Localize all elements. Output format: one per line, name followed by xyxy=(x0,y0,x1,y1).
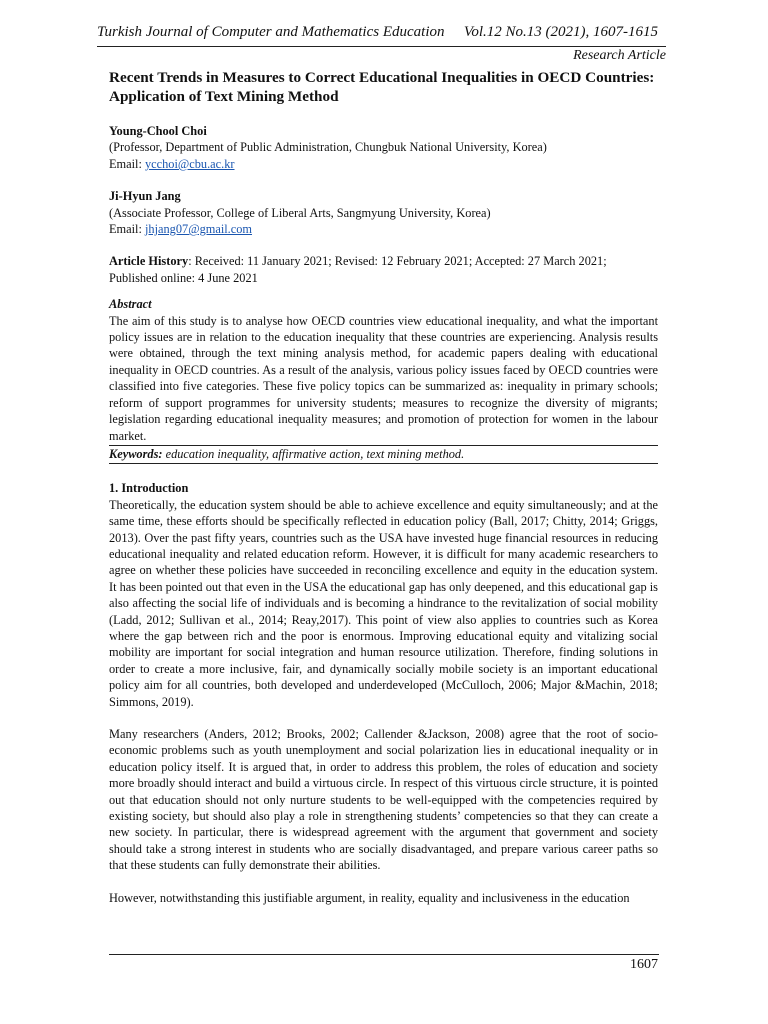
abstract-text: The aim of this study is to analyse how OECD countries view educational inequality, and what the important policy issues are in relation to the education inequality that these countries are experiencing. Analysis results were obtained, through the text mining analysis method, for academic papers dealing with educational inequality in OECD countries. As a result of the analysis, various policy issues faced by OECD countries were classified into five categories. These five policy topics can be summarized as: inequality in primary schools; reform of support programmes for university students; measures to recognize the diversity of migrants; legislation regarding educational inequality measures; and promotion of protection for women in the labour market. xyxy=(109,313,658,443)
article-type: Research Article xyxy=(573,48,666,63)
keywords-rule xyxy=(109,463,658,464)
author-name: Young-Chool Choi xyxy=(109,124,207,138)
section-heading: 1. Introduction xyxy=(109,481,189,496)
keywords-label: Keywords: xyxy=(109,446,163,461)
author-email-line xyxy=(109,156,658,172)
history-text: : Received: 11 January 2021; Revised: 12 February 2021; Accepted: 27 March 2021; Published online: 4 June 2021 xyxy=(109,254,607,285)
journal-name: Turkish Journal of Computer and Mathematics Education xyxy=(97,24,445,40)
email-label: Email: xyxy=(109,222,145,237)
intro-paragraph-3: However, notwithstanding this justifiable argument, in reality, equality and inclusiveness in the education xyxy=(109,890,630,905)
author-email-link[interactable]: ycchoi@cbu.ac.kr xyxy=(145,156,235,171)
page-number: 1607 xyxy=(630,957,658,972)
email-label: Email: xyxy=(109,156,145,171)
author-email-line xyxy=(109,221,658,237)
keywords xyxy=(109,446,658,462)
footer-rule xyxy=(109,954,659,955)
paper-body xyxy=(109,68,658,922)
journal-volume: Vol.12 No.13 (2021), 1607-1615 xyxy=(463,24,658,40)
header-rule xyxy=(97,46,666,47)
history-label: Article History xyxy=(109,254,189,269)
paper-title: Recent Trends in Measures to Correct Educational Inequalities in OECD Countries: Application of Text Mining Method xyxy=(109,69,655,105)
author-affiliation: (Associate Professor, College of Liberal Arts, Sangmyung University, Korea) xyxy=(109,205,491,220)
running-header xyxy=(97,24,658,41)
author-email-link[interactable]: jhjang07@gmail.com xyxy=(145,222,253,237)
author-name: Ji-Hyun Jang xyxy=(109,189,181,204)
abstract-heading: Abstract xyxy=(109,297,152,312)
intro-paragraph-1: Theoretically, the education system should be able to achieve excellence and equity simultaneously; and at the same time, these efforts should be specifically reflected in education policy (Ball, 2017; Chitty, 2014; Griggs, 2013). Over the past fifty years, countries such as the USA have invested huge financial resources in reducing educational inequality and related education reform. However, it is difficult for many academic researchers to agree on whether these policies have succeeded in reconciling excellence and equity in the education system. It has been pointed out that even in the USA the educational gap has only deepened, and this educational gap is also affecting the social life of individuals and is becoming a hindrance to the revitalization of social mobility (Ladd, 2012; Sullivan et al., 2014; Reay,2017). This point of view also applies to countries such as Korea where the gap between rich and the poor is enormous. Improving educational equity and vitalizing social mobility are important for social integration and human resource utilization. Therefore, finding solutions in order to create a more inclusive, fair, and dynamically socially mobile society is an important educational policy aim for all countries, both developed and underdeveloped (McCulloch, 2006; Major &Machin, 2018; Simmons, 2019). xyxy=(109,497,658,709)
author-block-2 xyxy=(109,188,658,237)
intro-paragraph-2: Many researchers (Anders, 2012; Brooks, 2002; Callender &Jackson, 2008) agree that the root of socio-economic problems such as youth unemployment and social polarization lies in educational inequality or in education policy itself. It is argued that, in order to address this problem, the roles of education and society more broadly should interact and build a virtuous circle. In respect of this virtuous circle structure, it is pointed out that education should not only nurture students to be well-equipped with the competencies required by existing society, but should also play a role in strengthening students’ competencies so that they can create a new society. In particular, there is widespread agreement with the argument that government and society should take a strong interest in students who are socially disadvantaged, and prepare various career paths so that these students can fully demonstrate their abilities. xyxy=(109,727,658,873)
author-affiliation: (Professor, Department of Public Administration, Chungbuk National University, Korea) xyxy=(109,140,547,155)
author-block-1 xyxy=(109,123,658,172)
article-history xyxy=(109,253,658,286)
keywords-text: education inequality, affirmative action, text mining method. xyxy=(162,446,465,461)
